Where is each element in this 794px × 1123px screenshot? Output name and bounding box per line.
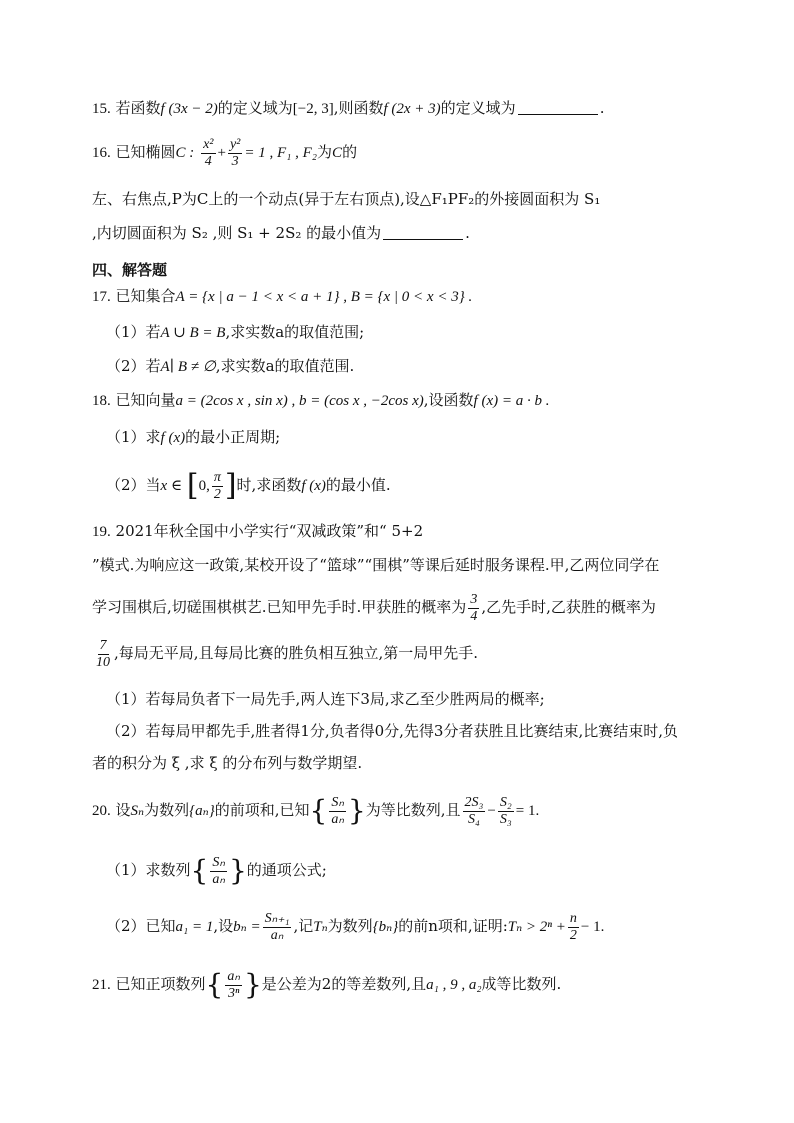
question-19-part-2: （2）若每局甲都先手,胜者得1分,负者得0分,先得3分者获胜且比赛结束,比赛结束时,负 bbox=[106, 722, 679, 740]
question-20-part-1: （1）求数列{ $\frac{\text{Sₙ}}{\text{aₙ}}$ }的通项公式; bbox=[106, 854, 327, 887]
fraction: $\frac{7}{10}$ bbox=[96, 637, 110, 670]
fraction: $\frac{\text{Sₙ}}{\text{aₙ}}$ bbox=[212, 854, 225, 887]
left-brace: { bbox=[205, 968, 224, 1001]
section-heading: 四、解答题 bbox=[92, 261, 168, 279]
question-17-part-1: （1）若A ∪ B = B,求实数a的取值范围; bbox=[106, 323, 365, 341]
question-20: 20. 设Sₙ为数列{aₙ}的前项和,已知{ $\frac{\text{Sₙ}}{\text{aₙ}}$ }为等比数列,且 $\frac{\text{2S₃}}{\text{S₄}}$ − $\frac{\text{S₂}}{\text{S₃}}$ = 1. bbox=[92, 794, 540, 827]
question-17: 17. 已知集合A = {x | a − 1 < x < a + 1} , B = {x | 0 < x < 3} . bbox=[92, 287, 473, 305]
fraction: $\frac{3}{4}$ bbox=[470, 591, 478, 624]
question-18-part-1: （1）求f (x)的最小正周期; bbox=[106, 428, 281, 446]
question-19-line-3: 学习围棋后,切磋围棋棋艺.已知甲先手时.甲获胜的概率为 $\frac{3}{4}$ ,乙先手时,乙获胜的概率为 bbox=[92, 591, 656, 624]
answer-blank bbox=[518, 98, 598, 115]
fraction: $\frac{\text{aₙ}}{\text{3ⁿ}}$ bbox=[227, 968, 240, 1001]
question-17-part-2: （2）若A∣ B ≠ ∅,求实数a的取值范围. bbox=[106, 357, 355, 375]
fraction: $\frac{\text{Sₙ}}{\text{aₙ}}$ bbox=[331, 794, 344, 827]
question-15: 15. 若函数f (3x − 2)的定义域为[−2, 3],则函数f (2x + 3)的定义域为 . bbox=[92, 99, 605, 117]
question-18-part-2: （2）当x ∈ [0, $\frac{\pi}{2}$ ]时,求函数f (x)的最小值. bbox=[106, 468, 391, 503]
right-brace: } bbox=[243, 968, 262, 1001]
question-19-line-4: $\frac{7}{10}$ ,每局无平局,且每局比赛的胜负相互独立,第一局甲先手. bbox=[96, 637, 479, 670]
fraction: $\frac{\text{2S₃}}{\text{S₄}}$ bbox=[464, 794, 484, 827]
question-19-line-2: ”模式.为响应这一政策,某校开设了“篮球”“围棋”等课后延时服务课程.甲,乙两位同学在 bbox=[92, 556, 660, 574]
question-16: 16. 已知椭圆C : $\frac{\text{x²}}{4}$ + $\frac{\text{y²}}{3}$ = 1 , F₁ , F₂为C的 bbox=[92, 136, 358, 169]
fraction: $\frac{\text{y²}}{3}$ bbox=[229, 136, 241, 169]
right-brace: } bbox=[228, 854, 247, 887]
fraction: $\frac{\pi}{2}$ bbox=[213, 469, 221, 502]
question-19-part-2-cont: 者的积分为 ξ ,求 ξ 的分布列与数学期望. bbox=[92, 754, 363, 772]
question-18: 18. 已知向量a = (2cos x , sin x) , b = (cos x , −2cos x),设函数f (x) = a · b . bbox=[92, 391, 550, 409]
fraction: $\frac{\text{S₂}}{\text{S₃}}$ bbox=[499, 794, 512, 827]
right-brace: } bbox=[347, 794, 366, 827]
fraction: $\frac{\text{Sₙ₊₁}}{\text{aₙ}}$ bbox=[264, 910, 290, 943]
question-20-part-2: （2）已知a₁ = 1,设bₙ = $\frac{\text{Sₙ₊₁}}{\text{aₙ}}$ ,记Tₙ为数列{bₙ}的前n项和,证明:Tₙ > 2ⁿ + $\frac{n}{2}$ − 1. bbox=[106, 910, 605, 943]
question-21: 21. 已知正项数列{ $\frac{\text{aₙ}}{\text{3ⁿ}}$ }是公差为2的等差数列,且a₁ , 9 , a₂成等比数列. bbox=[92, 968, 562, 1001]
question-16-line-3: ,内切圆面积为 S₂ ,则 S₁ + 2S₂ 的最小值为 . bbox=[92, 224, 470, 242]
answer-blank bbox=[383, 223, 463, 240]
fraction: $\frac{\text{x²}}{4}$ bbox=[203, 136, 214, 169]
left-brace: { bbox=[309, 794, 328, 827]
question-19-part-1: （1）若每局负者下一局先手,两人连下3局,求乙至少胜两局的概率; bbox=[106, 690, 545, 708]
left-brace: { bbox=[190, 854, 209, 887]
fraction: $\frac{n}{2}$ bbox=[569, 910, 577, 943]
question-16-line-2: 左、右焦点,P为C上的一个动点(异于左右顶点),设△F₁PF₂的外接圆面积为 S₁ bbox=[92, 190, 601, 208]
question-19: 19. 2021年秋全国中小学实行“双减政策”和“ 5+2 bbox=[92, 522, 424, 540]
